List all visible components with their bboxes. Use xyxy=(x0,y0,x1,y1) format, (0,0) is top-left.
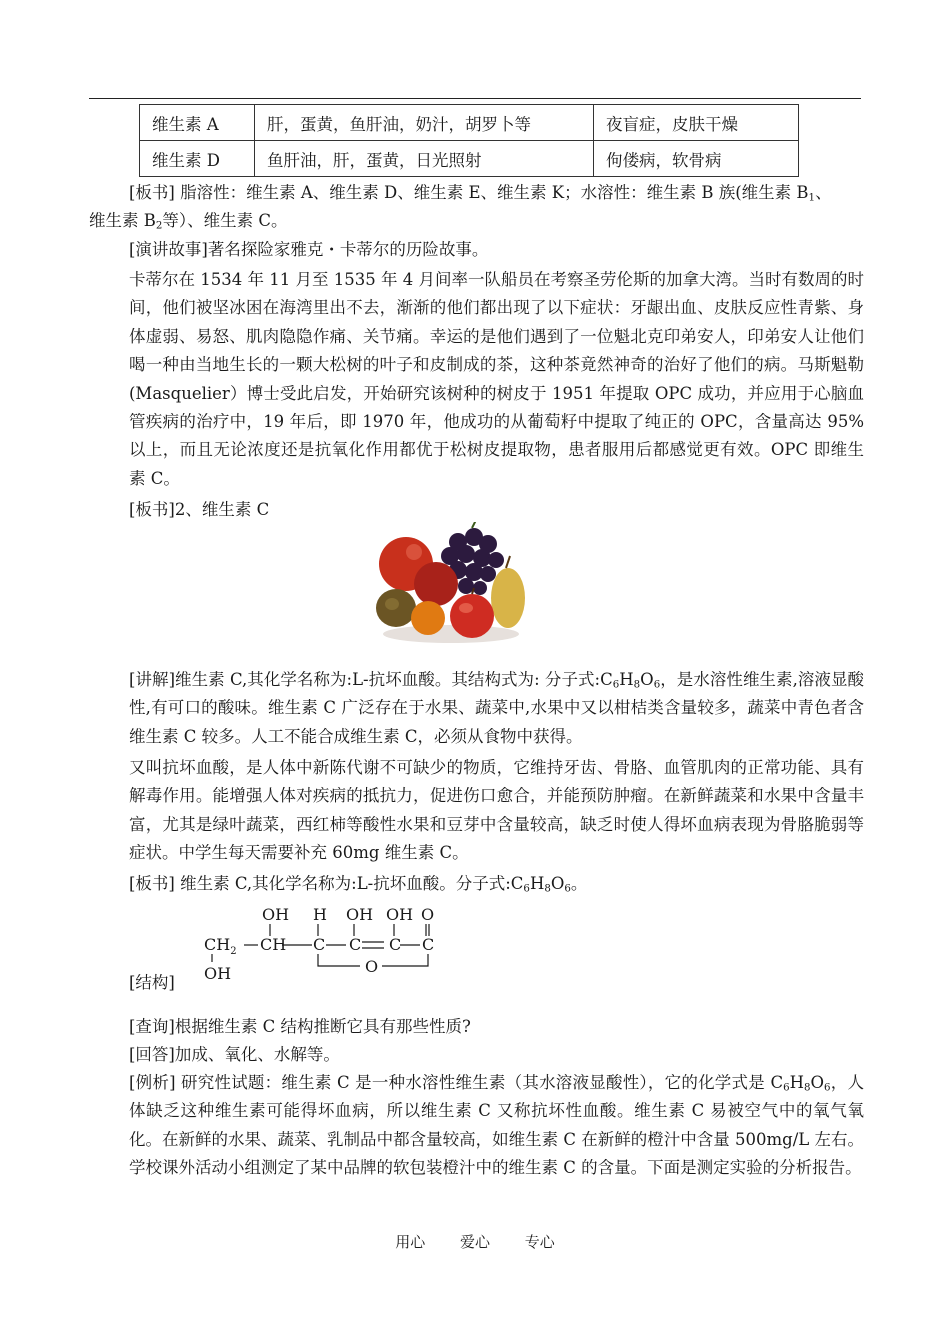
lecture-vitamin-c xyxy=(89,666,864,751)
structure-label: [结构] xyxy=(129,973,175,992)
carbon-label: C xyxy=(349,935,362,954)
example-analysis xyxy=(89,1069,864,1183)
oh-label: OH xyxy=(386,905,414,924)
board-note-solubility xyxy=(89,179,864,207)
h-label: H xyxy=(313,905,327,924)
text: 维生素 B xyxy=(89,211,156,230)
text: H xyxy=(789,1073,804,1092)
table-row xyxy=(140,105,799,141)
subscript: 2 xyxy=(155,220,163,232)
text: 、 xyxy=(815,183,832,202)
text: 。 xyxy=(570,874,588,893)
carbonyl-oxygen-label: O xyxy=(421,905,435,924)
subscript: 8 xyxy=(633,679,641,691)
carbon-label: C xyxy=(313,935,326,954)
oh-label: OH xyxy=(204,964,232,982)
text: [板书] 维生素 C,其化学名称为:L-抗坏血酸。分子式:C xyxy=(129,874,524,893)
text: [例析] 研究性试题：维生素 C 是一种水溶性维生素（其水溶液显酸性），它的化学式是 C xyxy=(129,1073,784,1092)
ring-oxygen-label: O xyxy=(365,957,379,976)
answer-line: [回答]加成、氧化、水解等。 xyxy=(129,1045,340,1064)
footer-word: 爱心 xyxy=(459,1233,490,1251)
table-cell: 佝偻病，软骨病 xyxy=(594,141,799,177)
table-cell: 肝，蛋黄，鱼肝油，奶汁，胡罗卜等 xyxy=(255,105,594,141)
subscript: 8 xyxy=(803,1082,811,1094)
ch-label: CH xyxy=(260,935,287,954)
subscript: 8 xyxy=(544,883,551,895)
subscript: 6 xyxy=(783,1082,790,1094)
subscript: 6 xyxy=(824,1082,831,1094)
carbon-label: C xyxy=(422,935,435,954)
footer-word: 专心 xyxy=(524,1233,555,1251)
subscript: 6 xyxy=(653,679,661,691)
subscript: 6 xyxy=(612,679,620,691)
story-heading: [演讲故事]著名探险家雅克・卡蒂尔的历险故事。 xyxy=(129,240,489,259)
text: H xyxy=(619,670,634,689)
table-row xyxy=(140,141,799,177)
table-cell: 夜盲症，皮肤干燥 xyxy=(594,105,799,141)
vitamin-table xyxy=(139,104,799,177)
ascorbic-acid-paragraph: 又叫抗坏血酸，是人体中新陈代谢不可缺少的物质，它维持牙齿、骨胳、血管肌肉的正常功能、具有解毒作用。能增强人体对疾病的抵抗力，促进伤口愈合，并能预防肿瘤。在新鲜蔬菜和水果中含量丰富，尤其是绿叶蔬菜，西红柿等酸性水果和豆芽中含量较高，缺乏时使人得坏血病表现为骨胳脆弱等症状。中学生每天需要补充 60mg 维生素 C。 xyxy=(129,758,864,863)
board-note-vitamin-c: [板书]2、维生素 C xyxy=(129,500,270,519)
board-note-formula xyxy=(89,870,864,898)
text: ，人体缺乏这种维生素可能得坏血病，所以维生素 C 又称抗坏性血酸。维生素 C 易被空气中的氧气氧化。在新鲜的水果、蔬菜、乳制品中都含量较高，如维生素 C 在新鲜的橙汁中含量 500mg/L 左右。学校课外活动小组测定了某中品牌的软包装橙汁中的维生素 C 的含量。下面是测定实验的分析报告。 xyxy=(129,1073,864,1178)
table-cell: 维生素 D xyxy=(140,141,255,177)
fruit-image xyxy=(376,522,526,644)
text: O xyxy=(640,670,654,689)
story-paragraph: 卡蒂尔在 1534 年 11 月至 1535 年 4 月间率一队船员在考察圣劳伦斯的加拿大湾。当时有数周的时间，他们被坚冰困在海湾里出不去，渐渐的他们都出现了以下症状：牙龈出血、皮肤反应性青紫、身体虚弱、易怒、肌肉隐隐作痛、关节痛。幸运的是他们遇到了一位魁北克印弟安人，印弟安人让他们喝一种由当地生长的一颗大松树的叶子和皮制成的茶，这种茶竟然神奇的治好了他们的病。马斯魁勒(Masquelier）博士受此启发，开始研究该树种的树皮于 1951 年提取 OPC 成功，并应用于心脑血管疾病的治疗中，19 年后，即 1970 年，他成功的从葡萄籽中提取了纯正的 OPC，含量高达 95%以上，而且无论浓度还是抗氧化作用都优于松树皮提取物，患者服用后都感觉更有效。OPC 即维生素 C。 xyxy=(129,270,864,488)
page-footer xyxy=(0,1231,950,1252)
text: O xyxy=(550,874,565,893)
footer-word: 用心 xyxy=(395,1233,426,1251)
text: ，是水溶性维生素,溶液显酸性,有可口的酸味。维生素 C 广泛存在于水果、蔬菜中,水果中又以柑桔类含量较多，蔬菜中青色者含维生素 C 较多。人工不能合成维生素 C，必须从食物中获得。 xyxy=(129,670,864,746)
header-rule xyxy=(89,98,861,99)
table-cell: 鱼肝油，肝，蛋黄，日光照射 xyxy=(255,141,594,177)
text: 等）、维生素 C。 xyxy=(162,211,288,230)
subscript: 6 xyxy=(523,883,530,895)
carbon-label: C xyxy=(389,935,402,954)
text: O xyxy=(810,1073,825,1092)
vitamin-table-body xyxy=(140,105,799,177)
board-note-solubility-cont xyxy=(89,207,864,235)
query-line: [查询]根据维生素 C 结构推断它具有那些性质? xyxy=(129,1017,471,1036)
table-cell: 维生素 A xyxy=(140,105,255,141)
subscript: 1 xyxy=(808,192,816,204)
text: H xyxy=(529,874,545,893)
text: [板书] 脂溶性：维生素 A、维生素 D、维生素 E、维生素 K；水溶性：维生素 B 族(维生素 B xyxy=(129,183,809,202)
oh-label: OH xyxy=(262,905,290,924)
text: [讲解]维生素 C,其化学名称为:L-抗坏血酸。其结构式为: 分子式:C xyxy=(129,670,613,689)
ch2-label: $CH_2$ xyxy=(204,935,237,957)
subscript: 6 xyxy=(564,883,571,895)
oh-label: OH xyxy=(346,905,374,924)
